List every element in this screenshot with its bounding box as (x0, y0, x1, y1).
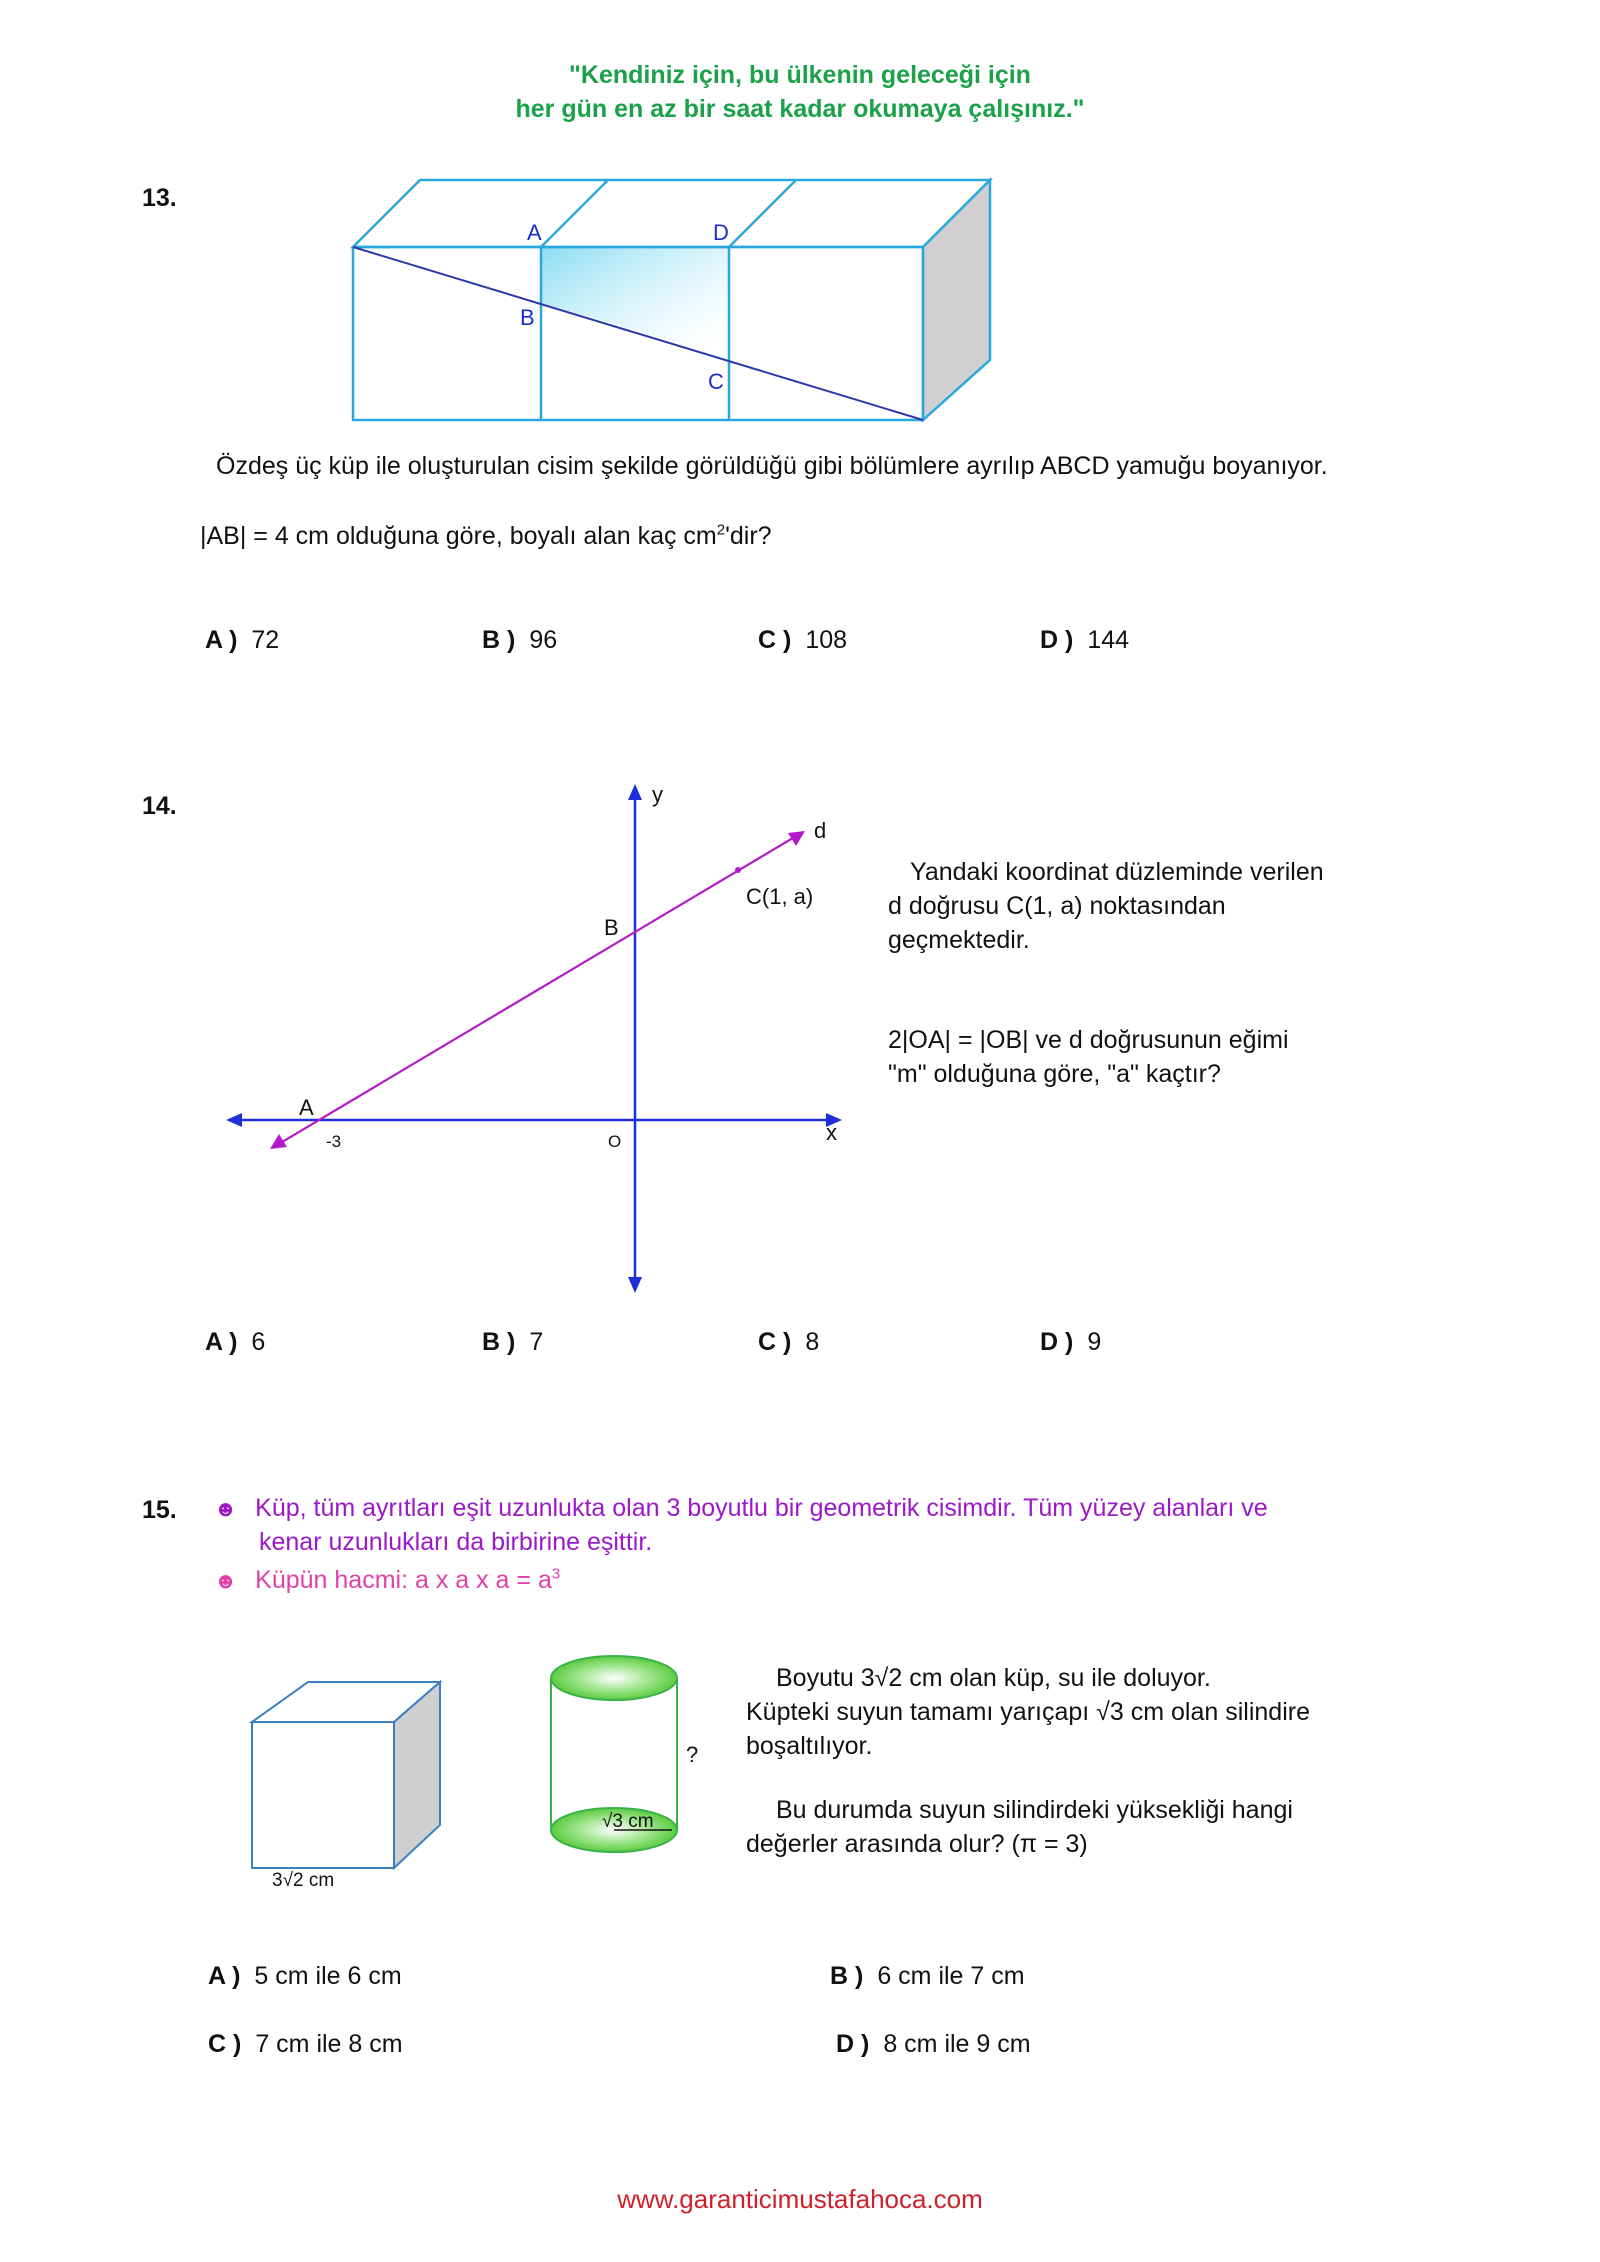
option-label: C ) (758, 626, 792, 654)
cylinder-height-question: ? (686, 1742, 699, 1767)
option-value: 6 (251, 1328, 266, 1356)
q13-option-b[interactable] (482, 626, 557, 655)
q15-option-a[interactable] (208, 1962, 402, 1991)
q15-cylinder-figure (540, 1650, 720, 1860)
cube-edge-label: 3√2 cm (272, 1870, 335, 1890)
q15-text-line1 (776, 1664, 1211, 1693)
q13-text-2-end: 'dir? (725, 522, 772, 550)
q13-three-cubes-figure (340, 170, 1020, 430)
option-label: D ) (1040, 626, 1074, 654)
option-value: 144 (1087, 626, 1130, 654)
label-c: C(1, a) (746, 884, 814, 909)
q14-para1-line2: d doğrusu C(1, a) noktasından (888, 892, 1226, 920)
q15-text-line1-a: Boyutu (776, 1664, 861, 1692)
label-a: A (527, 220, 542, 245)
question-13-number: 13. (142, 184, 177, 212)
option-value: 96 (529, 626, 558, 654)
option-value: 6 cm ile 7 cm (877, 1962, 1025, 1990)
point-c (735, 867, 741, 873)
shaded-trapezoid-abcd (541, 247, 729, 358)
q13-text-2 (200, 522, 772, 551)
option-value: 8 cm ile 9 cm (883, 2030, 1031, 2058)
q13-option-d[interactable] (1040, 626, 1129, 655)
option-label: A ) (208, 1962, 241, 1990)
q15-bullet2 (214, 1566, 560, 1595)
q13-text-2-main: |AB| = 4 cm olduğuna göre, boyalı alan kaç cm (200, 522, 717, 550)
q15-option-b[interactable] (830, 1962, 1025, 1991)
option-label: B ) (830, 1962, 864, 1990)
option-value: 7 cm ile 8 cm (255, 2030, 403, 2058)
footer-website-link[interactable]: www.garanticimustafahoca.com (617, 2184, 983, 2214)
q14-para2-line2: "m" olduğuna göre, "a" kaçtır? (888, 1060, 1221, 1088)
label-d: D (713, 220, 729, 245)
label-y: y (652, 782, 663, 807)
label-x: x (826, 1120, 837, 1145)
q15-bullet1-line1: Küp, tüm ayrıtları eşit uzunlukta olan 3 boyutlu bir geometrik cisimdir. Tüm yüzey alanları ve (255, 1494, 1268, 1522)
option-label: C ) (208, 2030, 242, 2058)
q15-text-line2-a: Küpteki suyun tamamı yarıçapı (746, 1698, 1097, 1726)
motto-quote-line1: "Kendiniz için, bu ülkenin geleceği için (569, 61, 1031, 89)
q15-bullet2-main: Küpün hacmi: a x a x a = a (255, 1566, 552, 1594)
option-value: 7 (529, 1328, 544, 1356)
option-label: A ) (205, 1328, 238, 1356)
q14-para2-line1: 2|OA| = |OB| ve d doğrusunun eğimi (888, 1026, 1289, 1054)
line-d (272, 832, 803, 1148)
q14-option-a[interactable] (205, 1328, 265, 1357)
q15-text-line5 (746, 1830, 1088, 1859)
q15-option-c[interactable] (208, 2030, 403, 2059)
q15-text-line1-b: 3√2 cm (860, 1664, 943, 1692)
option-value: 9 (1087, 1328, 1102, 1356)
label-b: B (604, 915, 619, 940)
q15-text-line5-b: (π = 3) (1011, 1830, 1088, 1858)
label-c: C (708, 369, 724, 394)
option-label: D ) (1040, 1328, 1074, 1356)
q15-text-line5-a: değerler arasında olur? (746, 1830, 1012, 1858)
option-label: C ) (758, 1328, 792, 1356)
q13-option-a[interactable] (205, 626, 279, 655)
option-label: B ) (482, 1328, 516, 1356)
question-15-number: 15. (142, 1496, 177, 1524)
option-label: B ) (482, 626, 516, 654)
label-b: B (520, 305, 535, 330)
q15-text-line3: boşaltılıyor. (746, 1732, 873, 1760)
option-label: A ) (205, 626, 238, 654)
q15-bullet1-line2: kenar uzunlukları da birbirine eşittir. (259, 1528, 653, 1556)
question-14-number: 14. (142, 792, 177, 820)
option-value: 5 cm ile 6 cm (254, 1962, 402, 1990)
q15-bullet2-sup: 3 (551, 1565, 561, 1583)
q13-text-2-sup: 2 (716, 521, 726, 539)
q15-text-line2-c: olan silindire (1164, 1698, 1310, 1726)
q14-para1-line3: geçmektedir. (888, 926, 1030, 954)
q15-cube-figure (240, 1670, 460, 1890)
smiley-bullet-icon: ☻ (214, 1568, 238, 1593)
q15-option-d[interactable] (836, 2030, 1031, 2059)
option-label: D ) (836, 2030, 870, 2058)
label-a: A (299, 1095, 314, 1120)
q14-option-d[interactable] (1040, 1328, 1101, 1357)
q15-text-line4: Bu durumda suyun silindirdeki yüksekliği hangi (776, 1796, 1293, 1824)
label-d: d (814, 818, 827, 843)
q14-para1-line1: Yandaki koordinat düzleminde verilen (910, 858, 1324, 886)
q14-coordinate-plane (220, 780, 860, 1300)
q14-option-b[interactable] (482, 1328, 543, 1357)
q15-bullet1 (214, 1494, 1268, 1523)
cylinder-radius-label: √3 cm (602, 1811, 654, 1832)
motto-quote-line2: her gün en az bir saat kadar okumaya çalışınız." (515, 95, 1085, 123)
q15-text-line2-b: √3 cm (1096, 1698, 1165, 1726)
label-o: O (608, 1132, 622, 1151)
q13-text-1: Özdeş üç küp ile oluşturulan cisim şekilde görüldüğü gibi bölümlere ayrılıp ABCD yamuğu boyanıyor. (216, 452, 1328, 480)
option-value: 108 (805, 626, 848, 654)
label-minus-3: -3 (326, 1132, 342, 1151)
q15-text-line2 (746, 1698, 1310, 1727)
option-value: 8 (805, 1328, 820, 1356)
q14-option-c[interactable] (758, 1328, 819, 1357)
q15-text-line1-c: olan küp, su ile doluyor. (942, 1664, 1211, 1692)
option-value: 72 (251, 626, 280, 654)
smiley-bullet-icon: ☻ (214, 1496, 238, 1521)
q13-option-c[interactable] (758, 626, 847, 655)
